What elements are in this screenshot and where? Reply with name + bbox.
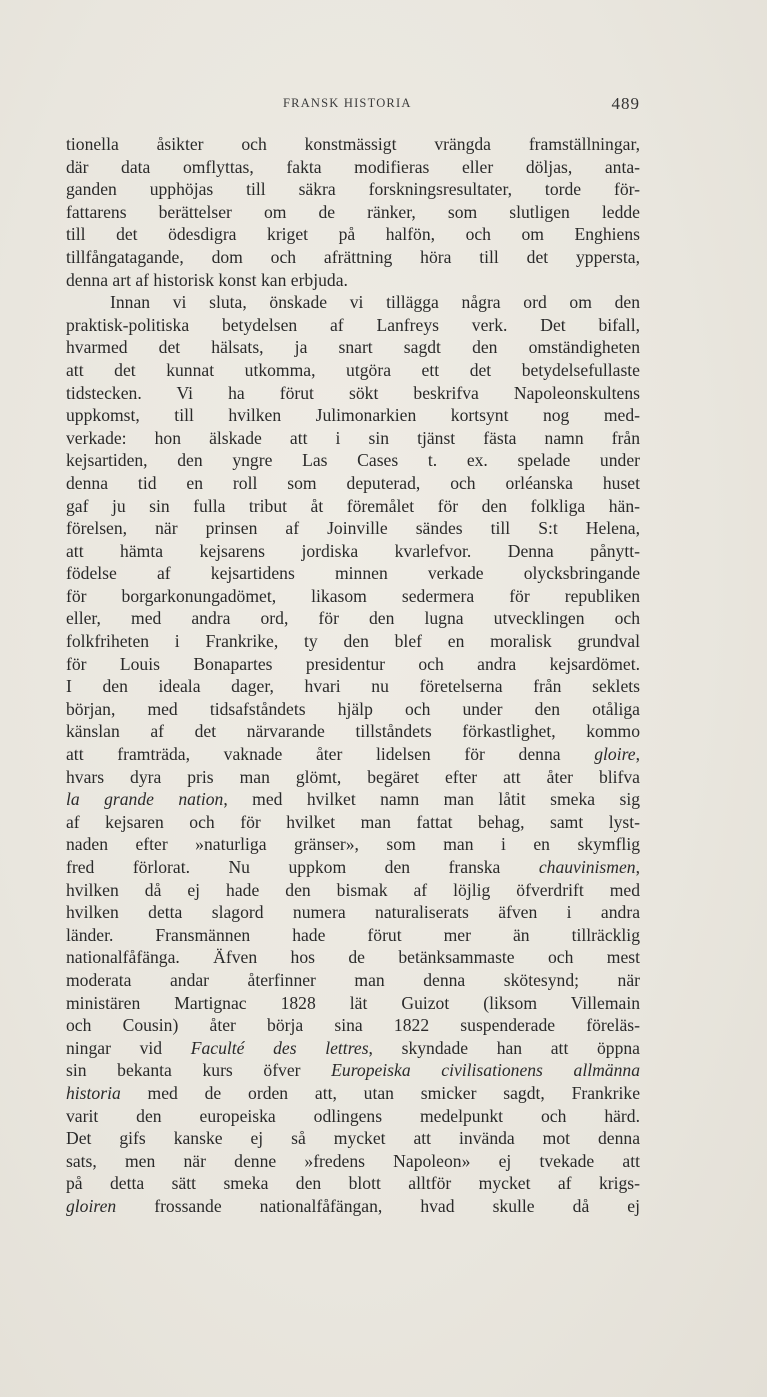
text-line: la grande nation, med hvilket namn man låtit smeka sig bbox=[66, 789, 640, 810]
page-header bbox=[66, 94, 640, 116]
text-line: fred förlorat. Nu uppkom den franska chauvinismen, bbox=[66, 857, 640, 877]
text-line: denna art af historisk konst kan erbjuda. bbox=[66, 269, 348, 290]
text-line: historia med de orden att, utan smicker sagdt, Frankrike bbox=[66, 1082, 640, 1103]
text-line: början, med tidsafståndets hjälp och under den otåliga bbox=[66, 698, 640, 719]
text-line: på detta sätt smeka den blott alltför mycket af krigs- bbox=[66, 1173, 640, 1194]
text-line: känslan af det närvarande tillståndets förkastlighet, kommo bbox=[66, 721, 640, 742]
text-line: tionella åsikter och konstmässigt vrängda framställningar, bbox=[66, 134, 640, 154]
running-title: FRANSK HISTORIA bbox=[283, 96, 412, 110]
page-number: 489 bbox=[611, 94, 640, 113]
text-line: Det gifs kanske ej så mycket att invända mot denna bbox=[66, 1128, 640, 1149]
text-line: ganden upphöjas till säkra forskningsresultater, torde för- bbox=[66, 179, 640, 200]
text-line: att framträda, vaknade åter lidelsen för denna gloire, bbox=[66, 744, 640, 765]
text-line: eller, med andra ord, för den lugna utvecklingen och bbox=[66, 608, 640, 629]
text-line: fattarens berättelser om de ränker, som slutligen ledde bbox=[66, 201, 640, 222]
text-line: ministären Martignac 1828 lät Guizot (liksom Villemain bbox=[66, 992, 640, 1013]
text-line: för Louis Bonapartes presidentur och andra kejsardömet. bbox=[66, 653, 640, 674]
text-line: moderata andar återfinner man denna skötesynd; när bbox=[66, 969, 640, 990]
text-line: denna tid en roll som deputerad, och orléanska huset bbox=[66, 472, 640, 493]
text-line: praktisk-politiska betydelsen af Lanfreys verk. Det bifall, bbox=[66, 314, 640, 335]
text-line: för borgarkonungadömet, likasom sedermera för republiken bbox=[66, 585, 640, 606]
body-text bbox=[66, 133, 640, 1218]
text-line: kejsartiden, den yngre Las Cases t. ex. spelade under bbox=[66, 450, 640, 471]
text-line: födelse af kejsartidens minnen verkade olycksbringande bbox=[66, 563, 640, 584]
text-line: verkade: hon älskade att i sin tjänst fästa namn från bbox=[66, 427, 640, 448]
text-line: där data omflyttas, fakta modifieras eller döljas, anta- bbox=[66, 156, 640, 177]
text-line: hvilken detta slagord numera naturaliserats äfven i andra bbox=[66, 902, 640, 923]
text-line: hvarmed det hälsats, ja snart sagdt den omständigheten bbox=[66, 337, 640, 358]
text-line: varit den europeiska odlingens medelpunkt och härd. bbox=[66, 1105, 640, 1126]
text-line: ningar vid Faculté des lettres, skyndade han att öppna bbox=[66, 1037, 640, 1058]
text-line: af kejsaren och för hvilket man fattat behag, samt lyst- bbox=[66, 811, 640, 832]
text-line: hvilken då ej hade den bismak af löjlig öfverdrift med bbox=[66, 879, 640, 900]
text-line: nationalfåfänga. Äfven hos de betänksammaste och mest bbox=[66, 947, 640, 968]
text-line: gaf ju sin fulla tribut åt föremålet för den folkliga hän- bbox=[66, 495, 640, 516]
text-line: tillfångatagande, dom och afrättning höra till det yppersta, bbox=[66, 246, 640, 267]
text-line: I den ideala dager, hvari nu företelserna från seklets bbox=[66, 676, 640, 697]
text-line: sats, men när denne »fredens Napoleon» ej tvekade att bbox=[66, 1150, 640, 1171]
text-line: förelsen, när prinsen af Joinville sändes till S:t Helena, bbox=[66, 518, 640, 539]
text-line: tidstecken. Vi ha förut sökt beskrifva Napoleonskultens bbox=[66, 382, 640, 403]
text-line: sin bekanta kurs öfver Europeiska civilisationens allmänna bbox=[66, 1060, 640, 1081]
text-line: till det ödesdigra kriget på halfön, och om Enghiens bbox=[66, 224, 640, 245]
text-line: folkfriheten i Frankrike, ty den blef en moralisk grundval bbox=[66, 631, 640, 652]
text-line: och Cousin) åter börja sina 1822 suspenderade föreläs- bbox=[66, 1015, 640, 1036]
text-line: uppkomst, till hvilken Julimonarkien kortsynt nog med- bbox=[66, 405, 640, 426]
text-line: länder. Fransmännen hade förut mer än tillräcklig bbox=[66, 924, 640, 945]
text-line: gloiren frossande nationalfåfängan, hvad skulle då ej bbox=[66, 1195, 640, 1216]
text-line: att hämta kejsarens jordiska kvarlefvor. Denna pånytt- bbox=[66, 540, 640, 561]
text-line: att det kunnat utkomma, utgöra ett det betydelsefullaste bbox=[66, 359, 640, 380]
text-line: naden efter »naturliga gränser», som man i en skymflig bbox=[66, 834, 640, 855]
text-line: hvars dyra pris man glömt, begäret efter att åter blifva bbox=[66, 766, 640, 787]
text-line: Innan vi sluta, önskade vi tillägga några ord om den bbox=[110, 292, 640, 313]
